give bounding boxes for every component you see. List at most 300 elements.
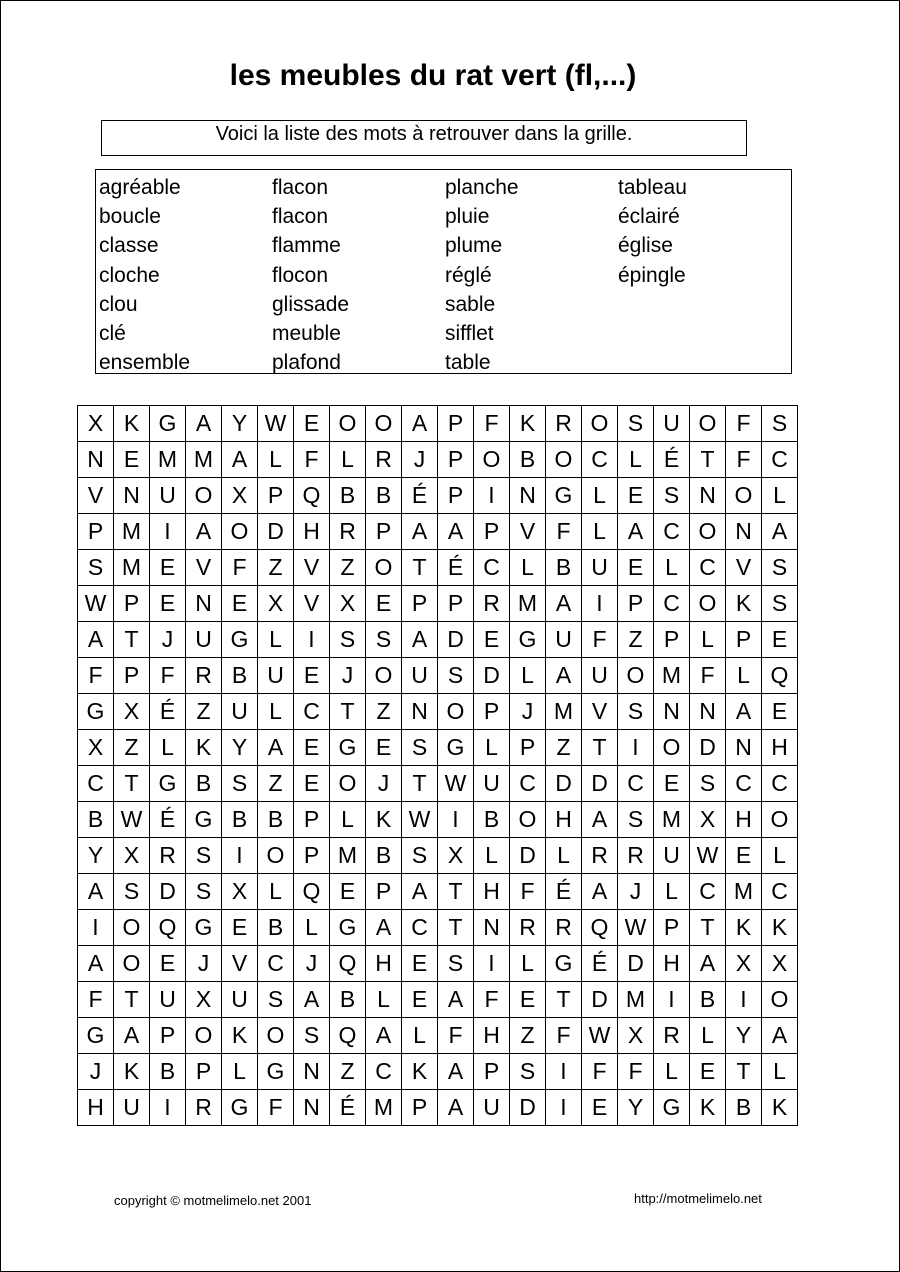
grid-cell[interactable]: L [546, 838, 582, 874]
grid-cell[interactable]: P [438, 406, 474, 442]
grid-cell[interactable]: E [726, 838, 762, 874]
grid-cell[interactable]: L [258, 622, 294, 658]
grid-cell[interactable]: O [258, 838, 294, 874]
grid-cell[interactable]: G [222, 622, 258, 658]
grid-cell[interactable]: É [402, 478, 438, 514]
grid-cell[interactable]: E [366, 730, 402, 766]
grid-cell[interactable]: R [474, 586, 510, 622]
grid-cell[interactable]: L [258, 874, 294, 910]
grid-cell[interactable]: N [726, 514, 762, 550]
grid-cell[interactable]: Y [222, 406, 258, 442]
grid-cell[interactable]: P [402, 586, 438, 622]
grid-cell[interactable]: L [510, 658, 546, 694]
grid-cell[interactable]: H [78, 1090, 114, 1126]
grid-cell[interactable]: D [510, 1090, 546, 1126]
grid-cell[interactable]: U [222, 982, 258, 1018]
grid-cell[interactable]: G [186, 910, 222, 946]
grid-cell[interactable]: A [222, 442, 258, 478]
grid-cell[interactable]: E [222, 910, 258, 946]
grid-cell[interactable]: A [582, 802, 618, 838]
grid-cell[interactable]: E [366, 586, 402, 622]
grid-cell[interactable]: L [690, 622, 726, 658]
grid-cell[interactable]: L [654, 874, 690, 910]
grid-cell[interactable]: S [438, 658, 474, 694]
grid-cell[interactable]: A [690, 946, 726, 982]
grid-cell[interactable]: A [78, 874, 114, 910]
grid-cell[interactable]: B [366, 838, 402, 874]
grid-cell[interactable]: B [258, 802, 294, 838]
grid-cell[interactable]: M [726, 874, 762, 910]
grid-cell[interactable]: C [78, 766, 114, 802]
grid-cell[interactable]: F [474, 982, 510, 1018]
grid-cell[interactable]: W [690, 838, 726, 874]
grid-cell[interactable]: I [222, 838, 258, 874]
grid-cell[interactable]: O [330, 766, 366, 802]
grid-cell[interactable]: F [510, 874, 546, 910]
grid-cell[interactable]: S [762, 586, 798, 622]
grid-cell[interactable]: R [546, 406, 582, 442]
grid-cell[interactable]: A [114, 1018, 150, 1054]
grid-cell[interactable]: P [78, 514, 114, 550]
grid-cell[interactable]: X [258, 586, 294, 622]
grid-cell[interactable]: I [438, 802, 474, 838]
grid-cell[interactable]: G [510, 622, 546, 658]
grid-cell[interactable]: O [114, 946, 150, 982]
grid-cell[interactable]: C [510, 766, 546, 802]
grid-cell[interactable]: F [726, 442, 762, 478]
grid-cell[interactable]: C [762, 766, 798, 802]
grid-cell[interactable]: W [258, 406, 294, 442]
grid-cell[interactable]: L [330, 802, 366, 838]
grid-cell[interactable]: O [510, 802, 546, 838]
grid-cell[interactable]: W [438, 766, 474, 802]
grid-cell[interactable]: B [546, 550, 582, 586]
grid-cell[interactable]: B [222, 802, 258, 838]
grid-cell[interactable]: E [294, 658, 330, 694]
grid-cell[interactable]: O [726, 478, 762, 514]
grid-cell[interactable]: B [150, 1054, 186, 1090]
grid-cell[interactable]: L [582, 478, 618, 514]
grid-cell[interactable]: O [366, 550, 402, 586]
grid-cell[interactable]: S [690, 766, 726, 802]
grid-cell[interactable]: L [726, 658, 762, 694]
grid-cell[interactable]: G [546, 946, 582, 982]
grid-cell[interactable]: N [186, 586, 222, 622]
grid-cell[interactable]: H [474, 1018, 510, 1054]
grid-cell[interactable]: A [618, 514, 654, 550]
grid-cell[interactable]: M [546, 694, 582, 730]
grid-cell[interactable]: U [402, 658, 438, 694]
grid-cell[interactable]: A [366, 910, 402, 946]
grid-cell[interactable]: S [258, 982, 294, 1018]
grid-cell[interactable]: J [510, 694, 546, 730]
grid-cell[interactable]: Q [294, 478, 330, 514]
grid-cell[interactable]: G [78, 694, 114, 730]
grid-cell[interactable]: G [78, 1018, 114, 1054]
grid-cell[interactable]: L [474, 838, 510, 874]
grid-cell[interactable]: D [510, 838, 546, 874]
grid-cell[interactable]: O [762, 802, 798, 838]
grid-cell[interactable]: P [258, 478, 294, 514]
grid-cell[interactable]: A [186, 514, 222, 550]
grid-cell[interactable]: P [654, 910, 690, 946]
grid-cell[interactable]: L [402, 1018, 438, 1054]
grid-cell[interactable]: O [186, 1018, 222, 1054]
grid-cell[interactable]: L [690, 1018, 726, 1054]
grid-cell[interactable]: I [78, 910, 114, 946]
grid-cell[interactable]: Z [366, 694, 402, 730]
grid-cell[interactable]: V [726, 550, 762, 586]
grid-cell[interactable]: C [402, 910, 438, 946]
grid-cell[interactable]: A [762, 1018, 798, 1054]
grid-cell[interactable]: P [438, 442, 474, 478]
grid-cell[interactable]: B [330, 982, 366, 1018]
grid-cell[interactable]: J [618, 874, 654, 910]
grid-cell[interactable]: X [762, 946, 798, 982]
grid-cell[interactable]: E [150, 586, 186, 622]
grid-cell[interactable]: P [726, 622, 762, 658]
grid-cell[interactable]: F [582, 622, 618, 658]
grid-cell[interactable]: D [474, 658, 510, 694]
grid-cell[interactable]: D [690, 730, 726, 766]
grid-cell[interactable]: O [546, 442, 582, 478]
grid-cell[interactable]: B [330, 478, 366, 514]
grid-cell[interactable]: X [726, 946, 762, 982]
grid-cell[interactable]: P [366, 514, 402, 550]
grid-cell[interactable]: Z [330, 1054, 366, 1090]
grid-cell[interactable]: T [402, 550, 438, 586]
grid-cell[interactable]: E [510, 982, 546, 1018]
grid-cell[interactable]: Z [258, 550, 294, 586]
grid-cell[interactable]: I [474, 478, 510, 514]
grid-cell[interactable]: G [330, 910, 366, 946]
grid-cell[interactable]: E [654, 766, 690, 802]
grid-cell[interactable]: E [294, 766, 330, 802]
grid-cell[interactable]: A [402, 622, 438, 658]
grid-cell[interactable]: A [78, 946, 114, 982]
grid-cell[interactable]: N [510, 478, 546, 514]
grid-cell[interactable]: A [438, 982, 474, 1018]
grid-cell[interactable]: I [726, 982, 762, 1018]
grid-cell[interactable]: E [402, 982, 438, 1018]
grid-cell[interactable]: L [150, 730, 186, 766]
grid-cell[interactable]: F [294, 442, 330, 478]
grid-cell[interactable]: A [762, 514, 798, 550]
grid-cell[interactable]: B [78, 802, 114, 838]
grid-cell[interactable]: E [762, 694, 798, 730]
grid-cell[interactable]: R [618, 838, 654, 874]
grid-cell[interactable]: E [618, 550, 654, 586]
grid-cell[interactable]: Z [186, 694, 222, 730]
grid-cell[interactable]: U [582, 658, 618, 694]
grid-cell[interactable]: Z [546, 730, 582, 766]
grid-cell[interactable]: K [690, 1090, 726, 1126]
grid-cell[interactable]: S [114, 874, 150, 910]
grid-cell[interactable]: M [654, 658, 690, 694]
grid-cell[interactable]: L [762, 1054, 798, 1090]
grid-cell[interactable]: E [294, 730, 330, 766]
grid-cell[interactable]: D [438, 622, 474, 658]
grid-cell[interactable]: V [222, 946, 258, 982]
grid-cell[interactable]: F [546, 514, 582, 550]
grid-cell[interactable]: F [546, 1018, 582, 1054]
grid-cell[interactable]: O [474, 442, 510, 478]
grid-cell[interactable]: Q [150, 910, 186, 946]
grid-cell[interactable]: A [402, 874, 438, 910]
grid-cell[interactable]: É [330, 1090, 366, 1126]
grid-cell[interactable]: X [222, 478, 258, 514]
grid-cell[interactable]: H [762, 730, 798, 766]
grid-cell[interactable]: M [618, 982, 654, 1018]
grid-cell[interactable]: O [366, 658, 402, 694]
grid-cell[interactable]: C [726, 766, 762, 802]
grid-cell[interactable]: F [258, 1090, 294, 1126]
grid-cell[interactable]: G [186, 802, 222, 838]
grid-cell[interactable]: U [474, 766, 510, 802]
grid-cell[interactable]: H [474, 874, 510, 910]
grid-cell[interactable]: C [474, 550, 510, 586]
grid-cell[interactable]: K [366, 802, 402, 838]
grid-cell[interactable]: L [654, 1054, 690, 1090]
grid-cell[interactable]: I [474, 946, 510, 982]
grid-cell[interactable]: C [654, 514, 690, 550]
grid-cell[interactable]: E [150, 550, 186, 586]
grid-cell[interactable]: O [258, 1018, 294, 1054]
grid-cell[interactable]: T [438, 874, 474, 910]
grid-cell[interactable]: M [654, 802, 690, 838]
grid-cell[interactable]: K [222, 1018, 258, 1054]
grid-cell[interactable]: Y [618, 1090, 654, 1126]
grid-cell[interactable]: B [726, 1090, 762, 1126]
grid-cell[interactable]: L [330, 442, 366, 478]
grid-cell[interactable]: S [222, 766, 258, 802]
grid-cell[interactable]: Q [762, 658, 798, 694]
grid-cell[interactable]: F [222, 550, 258, 586]
grid-cell[interactable]: R [186, 1090, 222, 1126]
grid-cell[interactable]: V [78, 478, 114, 514]
grid-cell[interactable]: W [114, 802, 150, 838]
grid-cell[interactable]: E [474, 622, 510, 658]
grid-cell[interactable]: W [402, 802, 438, 838]
grid-cell[interactable]: H [654, 946, 690, 982]
grid-cell[interactable]: D [258, 514, 294, 550]
grid-cell[interactable]: B [186, 766, 222, 802]
grid-cell[interactable]: V [294, 550, 330, 586]
grid-cell[interactable]: M [330, 838, 366, 874]
grid-cell[interactable]: B [690, 982, 726, 1018]
grid-cell[interactable]: Z [258, 766, 294, 802]
grid-cell[interactable]: É [546, 874, 582, 910]
grid-cell[interactable]: C [258, 946, 294, 982]
grid-cell[interactable]: U [582, 550, 618, 586]
grid-cell[interactable]: R [654, 1018, 690, 1054]
grid-cell[interactable]: A [438, 1054, 474, 1090]
grid-cell[interactable]: Z [510, 1018, 546, 1054]
grid-cell[interactable]: T [438, 910, 474, 946]
grid-cell[interactable]: S [654, 478, 690, 514]
grid-cell[interactable]: C [618, 766, 654, 802]
grid-cell[interactable]: L [258, 442, 294, 478]
grid-cell[interactable]: R [186, 658, 222, 694]
grid-cell[interactable]: R [366, 442, 402, 478]
grid-cell[interactable]: U [546, 622, 582, 658]
grid-cell[interactable]: L [366, 982, 402, 1018]
grid-cell[interactable]: O [114, 910, 150, 946]
grid-cell[interactable]: Y [78, 838, 114, 874]
grid-cell[interactable]: P [294, 838, 330, 874]
grid-cell[interactable]: P [114, 658, 150, 694]
grid-cell[interactable]: T [402, 766, 438, 802]
grid-cell[interactable]: P [654, 622, 690, 658]
grid-cell[interactable]: F [474, 406, 510, 442]
grid-cell[interactable]: N [654, 694, 690, 730]
grid-cell[interactable]: Y [222, 730, 258, 766]
grid-cell[interactable]: D [582, 982, 618, 1018]
grid-cell[interactable]: R [510, 910, 546, 946]
grid-cell[interactable]: P [186, 1054, 222, 1090]
grid-cell[interactable]: W [78, 586, 114, 622]
grid-cell[interactable]: I [546, 1054, 582, 1090]
grid-cell[interactable]: M [510, 586, 546, 622]
grid-cell[interactable]: S [618, 406, 654, 442]
grid-cell[interactable]: O [222, 514, 258, 550]
grid-cell[interactable]: T [690, 910, 726, 946]
grid-cell[interactable]: C [762, 874, 798, 910]
grid-cell[interactable]: O [618, 658, 654, 694]
grid-cell[interactable]: P [510, 730, 546, 766]
grid-cell[interactable]: L [654, 550, 690, 586]
grid-cell[interactable]: K [510, 406, 546, 442]
grid-cell[interactable]: F [78, 658, 114, 694]
grid-cell[interactable]: S [78, 550, 114, 586]
grid-cell[interactable]: P [438, 478, 474, 514]
grid-cell[interactable]: É [582, 946, 618, 982]
grid-cell[interactable]: B [222, 658, 258, 694]
grid-cell[interactable]: L [474, 730, 510, 766]
grid-cell[interactable]: T [582, 730, 618, 766]
grid-cell[interactable]: C [366, 1054, 402, 1090]
grid-cell[interactable]: Z [618, 622, 654, 658]
grid-cell[interactable]: T [546, 982, 582, 1018]
grid-cell[interactable]: M [114, 550, 150, 586]
grid-cell[interactable]: K [114, 1054, 150, 1090]
grid-cell[interactable]: E [330, 874, 366, 910]
grid-cell[interactable]: L [762, 478, 798, 514]
grid-cell[interactable]: H [726, 802, 762, 838]
grid-cell[interactable]: F [618, 1054, 654, 1090]
grid-cell[interactable]: Q [294, 874, 330, 910]
grid-cell[interactable]: I [618, 730, 654, 766]
grid-cell[interactable]: Q [330, 1018, 366, 1054]
grid-cell[interactable]: I [294, 622, 330, 658]
grid-cell[interactable]: E [582, 1090, 618, 1126]
grid-cell[interactable]: V [582, 694, 618, 730]
grid-cell[interactable]: D [546, 766, 582, 802]
grid-cell[interactable]: F [726, 406, 762, 442]
grid-cell[interactable]: S [402, 730, 438, 766]
grid-cell[interactable]: C [582, 442, 618, 478]
grid-cell[interactable]: É [654, 442, 690, 478]
grid-cell[interactable]: M [150, 442, 186, 478]
grid-cell[interactable]: L [510, 550, 546, 586]
grid-cell[interactable]: U [474, 1090, 510, 1126]
grid-cell[interactable]: A [402, 514, 438, 550]
grid-cell[interactable]: O [690, 586, 726, 622]
grid-cell[interactable]: U [114, 1090, 150, 1126]
grid-cell[interactable]: U [258, 658, 294, 694]
grid-cell[interactable]: G [222, 1090, 258, 1126]
grid-cell[interactable]: S [366, 622, 402, 658]
grid-cell[interactable]: É [150, 802, 186, 838]
grid-cell[interactable]: Z [330, 550, 366, 586]
grid-cell[interactable]: P [618, 586, 654, 622]
grid-cell[interactable]: N [294, 1054, 330, 1090]
grid-cell[interactable]: N [402, 694, 438, 730]
grid-cell[interactable]: K [762, 910, 798, 946]
grid-cell[interactable]: K [762, 1090, 798, 1126]
grid-cell[interactable]: T [114, 982, 150, 1018]
grid-cell[interactable]: E [114, 442, 150, 478]
grid-cell[interactable]: P [474, 1054, 510, 1090]
grid-cell[interactable]: F [690, 658, 726, 694]
grid-cell[interactable]: S [330, 622, 366, 658]
grid-cell[interactable]: I [546, 1090, 582, 1126]
grid-cell[interactable]: T [330, 694, 366, 730]
grid-cell[interactable]: P [438, 586, 474, 622]
grid-cell[interactable]: S [762, 550, 798, 586]
grid-cell[interactable]: U [654, 406, 690, 442]
grid-cell[interactable]: P [366, 874, 402, 910]
grid-cell[interactable]: P [474, 514, 510, 550]
grid-cell[interactable]: O [186, 478, 222, 514]
grid-cell[interactable]: A [402, 406, 438, 442]
grid-cell[interactable]: P [294, 802, 330, 838]
grid-cell[interactable]: S [438, 946, 474, 982]
grid-cell[interactable]: A [186, 406, 222, 442]
grid-cell[interactable]: G [654, 1090, 690, 1126]
grid-cell[interactable]: A [546, 586, 582, 622]
grid-cell[interactable]: T [690, 442, 726, 478]
grid-cell[interactable]: T [114, 622, 150, 658]
grid-cell[interactable]: U [150, 982, 186, 1018]
grid-cell[interactable]: X [690, 802, 726, 838]
grid-cell[interactable]: L [618, 442, 654, 478]
grid-cell[interactable]: L [258, 694, 294, 730]
grid-cell[interactable]: N [726, 730, 762, 766]
grid-cell[interactable]: R [330, 514, 366, 550]
grid-cell[interactable]: E [150, 946, 186, 982]
grid-cell[interactable]: M [366, 1090, 402, 1126]
grid-cell[interactable]: D [618, 946, 654, 982]
grid-cell[interactable]: G [438, 730, 474, 766]
grid-cell[interactable]: J [366, 766, 402, 802]
grid-cell[interactable]: C [690, 550, 726, 586]
grid-cell[interactable]: Y [726, 1018, 762, 1054]
grid-cell[interactable]: I [654, 982, 690, 1018]
grid-cell[interactable]: B [510, 442, 546, 478]
grid-cell[interactable]: P [150, 1018, 186, 1054]
grid-cell[interactable]: K [726, 910, 762, 946]
grid-cell[interactable]: L [762, 838, 798, 874]
grid-cell[interactable]: K [402, 1054, 438, 1090]
grid-cell[interactable]: L [294, 910, 330, 946]
grid-cell[interactable]: X [330, 586, 366, 622]
grid-cell[interactable]: B [258, 910, 294, 946]
grid-cell[interactable]: J [294, 946, 330, 982]
grid-cell[interactable]: F [150, 658, 186, 694]
grid-cell[interactable]: C [294, 694, 330, 730]
grid-cell[interactable]: A [582, 874, 618, 910]
